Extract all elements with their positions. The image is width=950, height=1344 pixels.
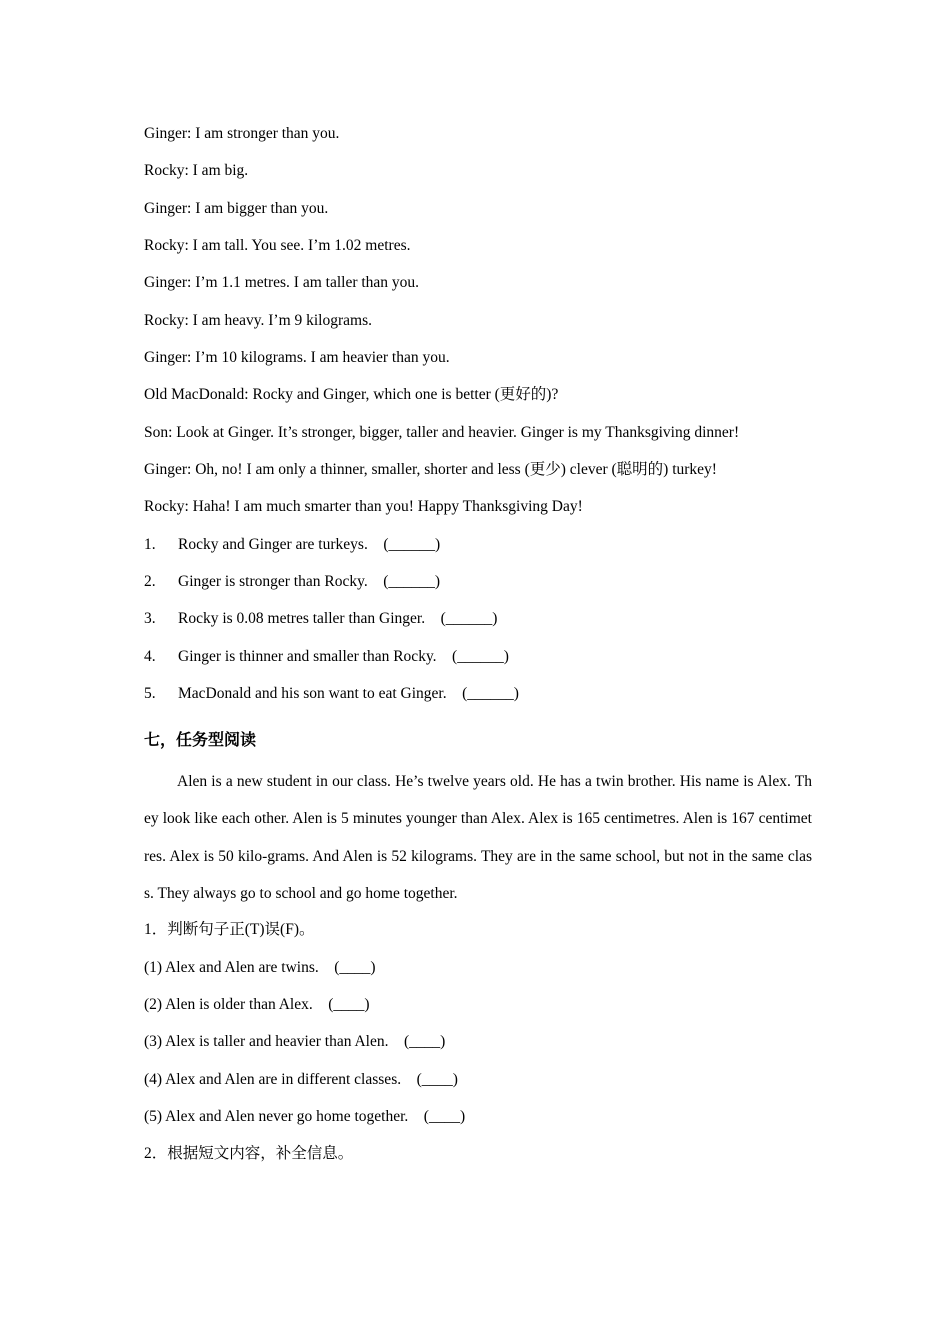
question-number: 5. bbox=[144, 685, 156, 702]
section-heading: 七，任务型阅读 bbox=[144, 730, 257, 749]
question-text: Ginger is thinner and smaller than Rocky. (______) bbox=[178, 648, 509, 665]
question-number: 4. bbox=[144, 648, 156, 665]
dialogue-line: Ginger: I’m 1.1 metres. I am taller than you. bbox=[144, 274, 420, 291]
question-item bbox=[144, 684, 519, 704]
task1-item: (3) Alex is taller and heavier than Alen. (____) bbox=[144, 1033, 446, 1050]
question-text: Rocky and Ginger are turkeys. (______) bbox=[178, 536, 441, 553]
dialogue-line: Ginger: Oh, no! I am only a thinner, smaller, shorter and less (更少) clever (聪明的) turkey! bbox=[144, 461, 717, 478]
task1-title: 1．判断句子正(T)误(F)。 bbox=[144, 921, 315, 938]
dialogue-line: Ginger: I am bigger than you. bbox=[144, 200, 329, 217]
question-number: 2. bbox=[144, 573, 156, 590]
reading-passage: Alen is a new student in our class. He’s twelve years old. He has a twin brother. His name is Alex. They look like each other. Alen is 5 minutes younger than Alex. Alex is 165 centimetres. Alen is 167 centimetres. Alex is 50 kilo-grams. And Alen is 52 kilograms. They are in the same school, but not in the same class. They always go to school and go home together. bbox=[144, 773, 812, 903]
task1-item: (4) Alex and Alen are in different classes. (____) bbox=[144, 1071, 458, 1088]
dialogue-line: Ginger: I am stronger than you. bbox=[144, 125, 340, 142]
dialogue-line: Rocky: Haha! I am much smarter than you! Happy Thanksgiving Day! bbox=[144, 498, 583, 515]
question-item bbox=[144, 647, 509, 667]
dialogue-line: Ginger: I’m 10 kilograms. I am heavier than you. bbox=[144, 349, 450, 366]
task1-item: (2) Alen is older than Alex. (____) bbox=[144, 996, 370, 1013]
dialogue-line: Rocky: I am heavy. I’m 9 kilograms. bbox=[144, 312, 372, 329]
question-item bbox=[144, 609, 497, 629]
question-item bbox=[144, 572, 440, 592]
task1-item: (1) Alex and Alen are twins. (____) bbox=[144, 959, 376, 976]
question-number: 3. bbox=[144, 610, 156, 627]
question-number: 1. bbox=[144, 536, 156, 553]
question-text: Rocky is 0.08 metres taller than Ginger. (______) bbox=[178, 610, 498, 627]
dialogue-line: Old MacDonald: Rocky and Ginger, which one is better (更好的)? bbox=[144, 386, 559, 403]
task1-item: (5) Alex and Alen never go home together. (____) bbox=[144, 1108, 466, 1125]
question-text: Ginger is stronger than Rocky. (______) bbox=[178, 573, 441, 590]
question-item bbox=[144, 535, 440, 555]
task2-title: 2．根据短文内容，补全信息。 bbox=[144, 1145, 354, 1162]
dialogue-line: Rocky: I am tall. You see. I’m 1.02 metres. bbox=[144, 237, 411, 254]
dialogue-line: Son: Look at Ginger. It’s stronger, bigger, taller and heavier. Ginger is my Thanksgiving dinner! bbox=[144, 424, 740, 441]
question-text: MacDonald and his son want to eat Ginger. (______) bbox=[178, 685, 519, 702]
dialogue-line: Rocky: I am big. bbox=[144, 162, 249, 179]
